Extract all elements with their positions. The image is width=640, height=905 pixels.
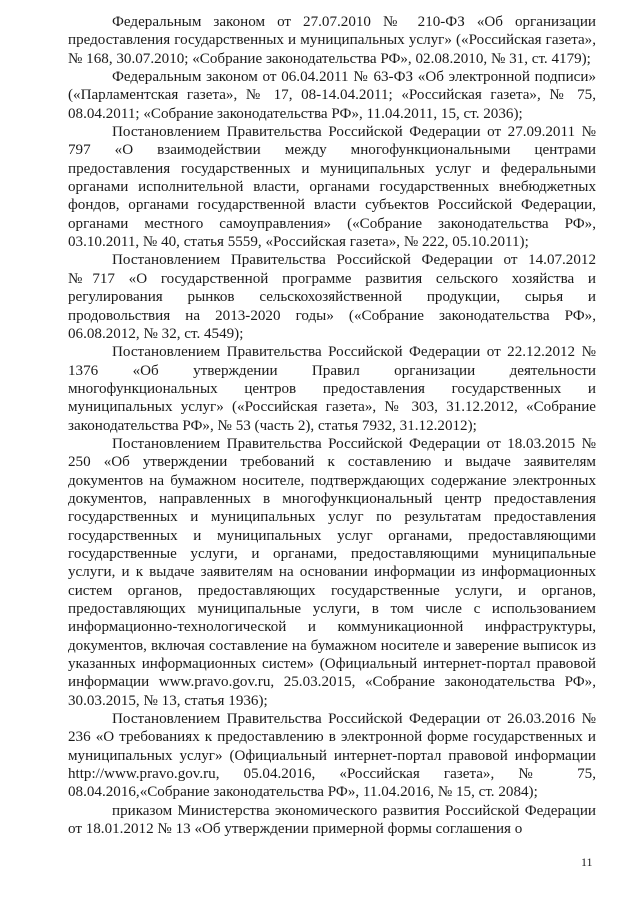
paragraph-resolution-250: Постановлением Правительства Российской Федерации от 18.03.2015 № 250 «Об утверждении требований к составлению и выдаче заявителям документов на бумажном носителе, подтверждающих содержание электронных документов, направленных в многофункциональный центр предоставления государственных и муниципальных услуг по результатам предоставления государственных и муниципальных услуг органами, предоставляющими государственные услуги, и органами, предоставляющими муниципальные услуги, и к выдаче заявителям на основании информации из информационных систем органов, предоставляющих государственные услуги, и органов, предоставляющих муниципальные услуги, в том числе с использованием информационно-технологической и коммуникационной инфраструктуры, документов, включая составление на бумажном носителе и заверение выписок из указанных информационных систем» (Официальный интернет-портал правовой информации www.pravo.gov.ru, 25.03.2015, «Собрание законодательства РФ», 30.03.2015, № 13, статья 1936); xyxy=(68,435,596,709)
paragraph-resolution-797: Постановлением Правительства Российской Федерации от 27.09.2011 № 797 «О взаимодействии между многофункциональными центрами предоставления государственных и муниципальных услуг и федеральными органами исполнительной власти, органами государственных внебюджетных фондов, органами государственной власти субъектов Российской Федерации, органами местного самоуправления» («Собрание законодательства РФ», 03.10.2011, № 40, статья 5559, «Российская газета», № 222, 05.10.2011); xyxy=(68,124,596,251)
paragraph-resolution-1376: Постановлением Правительства Российской Федерации от 22.12.2012 № 1376 «Об утверждении Правил организации деятельности многофункциональных центров предоставления государственных и муниципальных услуг» («Российская газета», № 303, 31.12.2012, «Собрание законодательства РФ», № 53 (часть 2), статья 7932, 31.12.2012); xyxy=(68,344,596,434)
document-page xyxy=(68,13,596,838)
page-number: 11 xyxy=(581,855,593,869)
paragraph-federal-law-63: Федеральным законом от 06.04.2011 № 63-ФЗ «Об электронной подписи» («Парламентская газета», № 17, 08-14.04.2011; «Российская газета», № 75, 08.04.2011; «Собрание законодательства РФ», 11.04.2011, 15, ст. 2036); xyxy=(68,69,596,122)
paragraph-resolution-236: Постановлением Правительства Российской Федерации от 26.03.2016 № 236 «О требованиях к предоставлению в электронной форме государственных и муниципальных услуг» (Официальный интернет-портал правовой информации http://www.pravo.gov.ru, 05.04.2016, «Российская газета», № 75, 08.04.2016,«Собрание законодательства РФ», 11.04.2016, № 15, ст. 2084); xyxy=(68,711,596,801)
paragraph-federal-law-210: Федеральным законом от 27.07.2010 № 210-ФЗ «Об организации предоставления государственных и муниципальных услуг» («Российская газета», № 168, 30.07.2010; «Собрание законодательства РФ», 02.08.2010, № 31, ст. 4179); xyxy=(68,14,596,67)
paragraph-resolution-717: Постановлением Правительства Российской Федерации от 14.07.2012 №717 «О государственной программе развития сельского хозяйства и регулирования рынков сельскохозяйственной продукции, сырья и продовольствия на 2013-2020 годы» («Собрание законодательства РФ», 06.08.2012, № 32, ст. 4549); xyxy=(68,252,596,342)
paragraph-order-13: приказом Министерства экономического развития Российской Федерации от 18.01.2012 № 13 «Об утверждении примерной формы соглашения о xyxy=(68,802,596,838)
